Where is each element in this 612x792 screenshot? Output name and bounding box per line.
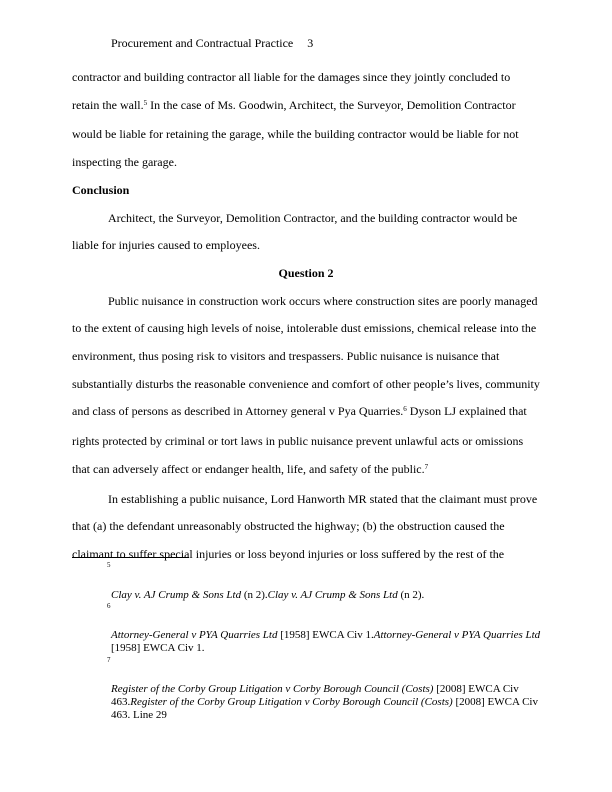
- case-name: Attorney-General v PYA Quarries Ltd: [111, 629, 278, 641]
- footnote-number-5: 5: [107, 561, 111, 569]
- question-2-heading: Question 2: [278, 265, 334, 280]
- paragraph-text: contractor and building contractor all liable for the damages since they jointly concluded to retain the wall.: [72, 70, 511, 112]
- paragraph-text: Public nuisance in construction work occurs where construction sites are poorly managed to the extent of causing high levels of noise, intolerable dust emissions, chemical release into the environment, thus posing risk to visitors and trespassers. Public nuisance is nuisance that substantially disturbs the reasonable convenience and comfort of other people’s lives, community and class of persons as described in Attorney general v Pya Quarries.: [72, 293, 540, 419]
- footnote-7: [111, 683, 543, 722]
- case-name: Register of the Corby Group Litigation v Corby Borough Council (Costs): [130, 696, 453, 708]
- page-header: [111, 36, 313, 51]
- header-title: Procurement and Contractual Practice: [111, 36, 294, 50]
- footnote-5: [111, 589, 543, 602]
- document-body: [72, 64, 540, 569]
- citation: (n 2).: [397, 589, 425, 601]
- case-name: Attorney-General v PYA Quarries Ltd: [373, 629, 541, 641]
- conclusion-heading: Conclusion: [72, 182, 130, 197]
- citation: [1958] EWCA Civ 1.: [277, 629, 374, 641]
- footnote-number-7: 7: [107, 656, 111, 664]
- paragraph-text: Dyson LJ explained that rights protected by criminal or tort laws in public nuisance prevent unlawful acts or omissions that can adversely affect or endanger health, life, and safety of the public.: [72, 404, 527, 476]
- page-number: 3: [307, 36, 314, 50]
- citation: (n 2).: [241, 589, 268, 601]
- case-name: Clay v. AJ Crump & Sons Ltd: [111, 589, 242, 601]
- footnote-ref-6[interactable]: 6: [403, 405, 407, 414]
- citation: [1958] EWCA Civ 1.: [111, 642, 205, 654]
- conclusion-paragraph: Architect, the Surveyor, Demolition Contractor, and the building contractor would be liable for injuries caused to employees.: [72, 210, 518, 253]
- paragraph-liability: [72, 64, 540, 177]
- footnote-ref-5[interactable]: 5: [143, 98, 148, 107]
- case-name: Register of the Corby Group Litigation v Corby Borough Council (Costs): [111, 683, 434, 695]
- citation: [2008] EWCA Civ 463. Line 29: [111, 696, 538, 721]
- footnote-number-6: 6: [107, 602, 111, 610]
- paragraph-hanworth: In establishing a public nuisance, Lord Hanworth MR stated that the claimant must prove that (a) the defendant unreasonably obstructed the highway; (b) the obstruction caused the claimant to suffer special injuries or loss beyond injuries or loss suffered by the rest of the: [72, 491, 538, 561]
- footnote-ref-7[interactable]: 7: [424, 462, 429, 471]
- footnote-6: [111, 629, 543, 655]
- footnote-separator: [72, 557, 189, 558]
- citation: [2008] EWCA Civ 463.: [111, 683, 519, 708]
- case-name: Clay v. AJ Crump & Sons Ltd: [267, 589, 398, 601]
- paragraph-public-nuisance: [72, 288, 540, 486]
- paragraph-text: In the case of Ms. Goodwin, Architect, the Surveyor, Demolition Contractor would be liable for retaining the garage, while the building contractor would be liable for not inspecting the garage.: [72, 97, 519, 170]
